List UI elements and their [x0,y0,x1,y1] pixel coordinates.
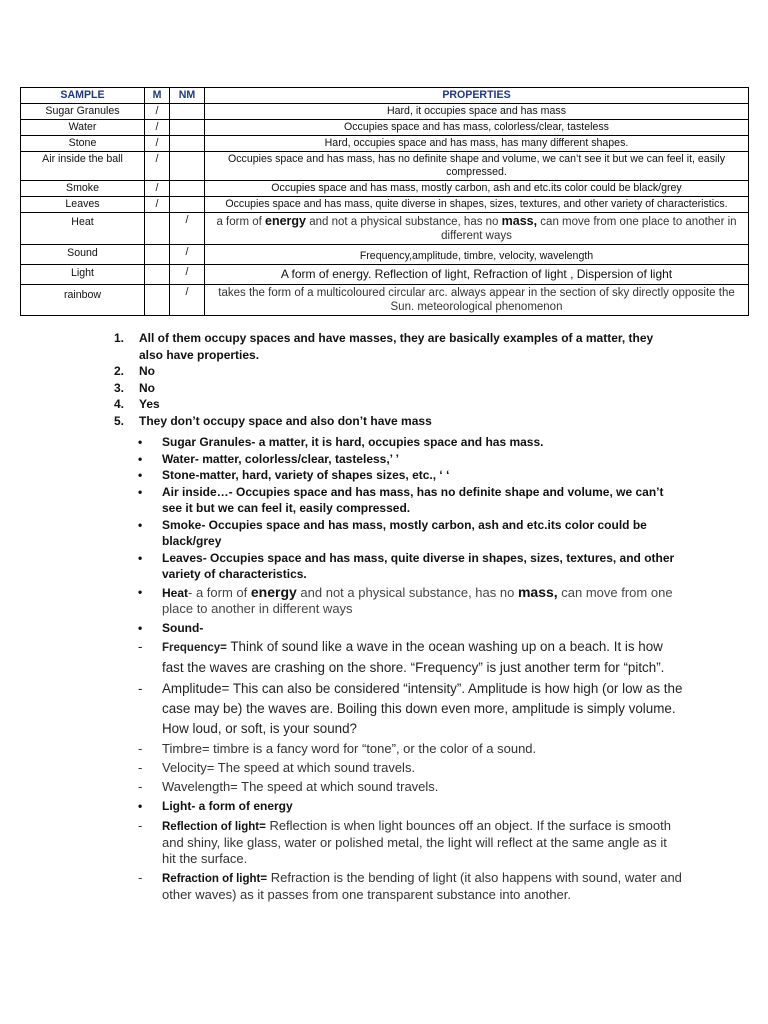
table-row [21,136,749,152]
table-row [21,213,749,245]
nm-cell [170,181,205,197]
bullet-label: Heat [162,585,189,600]
heat-prop-part: and not a physical substance, has no [306,216,502,228]
m-cell: / [145,104,170,120]
table-row [21,285,749,316]
properties-cell: Frequency,amplitude, timbre, velocity, wavelength [205,245,749,265]
properties-cell: Occupies space and has mass, colorless/clear, tasteless [205,120,749,136]
table-row [21,152,749,181]
heat-mass: mass, [517,583,558,600]
nm-cell: / [170,213,205,245]
item-text: No [139,364,155,378]
list-item [114,413,674,430]
table-row [21,265,749,285]
sub-label: Reflection of light= [162,820,266,833]
bullet-icon: • [138,584,143,599]
bullet-item-stone [138,467,683,484]
nm-cell: / [170,265,205,285]
bullet-icon: • [138,451,143,466]
dash-icon: - [138,681,143,696]
bullet-icon: • [138,799,143,813]
bullet-icon: • [138,620,143,635]
bullet-item-sugar [138,434,683,451]
sample-cell: Heat [21,213,145,245]
sub-text: Reflection is when light bounces off an object. If the surface is smooth and shiny, like glass, water or polished metal, the light will reflect at the same angle as it hit the surface. [162,817,671,866]
properties-cell: Occupies space and has mass, quite diverse in shapes, sizes, textures, and other variety of characteristics. [205,197,749,213]
m-cell: / [145,197,170,213]
properties-cell: Occupies space and has mass, has no definite shape and volume, we can’t see it but we can feel it, easily compressed. [205,152,749,181]
sub-item-timbre [138,740,683,758]
m-cell: / [145,120,170,136]
heat-part: and not a physical substance, has no [296,584,518,600]
table-row [21,197,749,213]
m-cell [145,265,170,285]
item-text: No [139,380,155,395]
dash-icon: - [138,760,143,775]
bullet-item-water [138,451,683,468]
sample-cell: Light [21,265,145,285]
sub-text: Think of sound like a wave in the ocean washing up on a beach. It is how fast the waves are crashing on the shore. “Frequency” is just another term for “pitch”. [162,639,665,675]
bullet-list [138,434,683,903]
nm-cell [170,197,205,213]
bullet-item-heat [138,584,683,618]
bullet-icon: • [138,484,143,499]
sub-item-wavelength [138,778,683,796]
list-item [114,380,674,397]
bullet-icon: • [138,468,143,482]
sample-cell: Water [21,120,145,136]
bullet-text: Water- matter, colorless/clear, tasteless,’ ’ [162,451,400,466]
light-sublist [138,818,683,903]
dash-icon: - [138,869,143,885]
bullet-item-leaves [138,550,683,583]
item-number: 5. [114,413,125,428]
sample-cell: Stone [21,136,145,152]
sub-text: Refraction is the bending of light (it also happens with sound, water and other waves) as it passes from one transparent substance into another. [162,869,682,902]
item-number: 1. [114,331,125,345]
nm-cell [170,152,205,181]
bullet-icon: • [138,517,143,532]
nm-cell: / [170,245,205,265]
m-cell: / [145,181,170,197]
heat-prop-mass: mass, [501,214,538,228]
bullet-text: Leaves- Occupies space and has mass, quite diverse in shapes, sizes, textures, and other variety of characteristics. [162,550,675,581]
properties-cell: Occupies space and has mass, mostly carbon, ash and etc.its color could be black/grey [205,181,749,197]
item-number: 3. [114,380,125,395]
dash-icon: - [138,779,143,794]
bullet-icon: • [138,550,143,565]
table-row [21,104,749,120]
properties-cell: A form of energy. Reflection of light, Refraction of light , Dispersion of light [205,265,749,285]
bullet-item-sound [138,620,683,797]
heat-prop-energy: energy [265,214,307,228]
heat-part: - a form of [188,584,251,600]
sub-item-refraction [138,870,683,903]
header-nm: NM [170,88,205,104]
answer-list [114,330,674,429]
dash-icon: - [138,639,143,654]
sub-text: Wavelength= The speed at which sound travels. [162,779,439,794]
sample-cell: Smoke [21,181,145,197]
nm-cell: / [170,285,205,316]
header-m: M [145,88,170,104]
table-row [21,120,749,136]
bullet-icon: • [138,435,143,449]
list-item [114,363,674,380]
heat-prop-part: a form of [216,216,266,228]
sample-cell: Air inside the ball [21,152,145,181]
nm-cell [170,104,205,120]
properties-cell: takes the form of a multicoloured circular arc. always appear in the section of sky directly opposite the Sun. meteorological phenomenon [205,285,749,316]
item-text: They don’t occupy space and also don’t have mass [139,413,432,428]
table-row [21,245,749,265]
sample-cell: Sound [21,245,145,265]
sample-cell: rainbow [21,285,145,316]
nm-cell [170,136,205,152]
sub-item-amplitude [138,679,683,739]
header-properties: PROPERTIES [205,88,749,104]
nm-cell [170,120,205,136]
list-item [114,330,674,363]
bullet-label: Light- a form of energy [162,799,293,813]
bullet-text [162,585,673,617]
sub-label: Frequency= [162,642,227,654]
list-item [114,396,674,413]
properties-cell [205,213,749,245]
header-sample: SAMPLE [21,88,145,104]
bullet-text: Air inside…- Occupies space and has mass, has no definite shape and volume, we can’t see it but we can feel it, easily compressed. [162,484,664,515]
item-text: All of them occupy spaces and have masses, they are basically examples of a matter, they also have properties. [139,331,654,362]
bullet-text: Smoke- Occupies space and has mass, mostly carbon, ash and etc.its color could be black/grey [162,517,647,548]
bullet-label: Sound- [162,620,204,635]
item-text: Yes [139,397,160,411]
m-cell: / [145,152,170,181]
sub-text: Amplitude= This can also be considered “intensity”. Amplitude is how high (or low as the case may be) the waves are. Boiling this down even more, amplitude is simply volume. How loud, or soft, is your sound? [162,681,683,736]
sub-text: Velocity= The speed at which sound travels. [162,760,416,775]
bullet-item-smoke [138,517,683,550]
sample-cell: Sugar Granules [21,104,145,120]
table-row [21,181,749,197]
sub-item-frequency [138,637,683,678]
dash-icon: - [138,741,143,756]
sub-item-reflection [138,818,683,867]
m-cell: / [145,136,170,152]
matter-properties-table [20,87,749,316]
m-cell [145,245,170,265]
heat-energy: energy [250,583,297,600]
sample-cell: Leaves [21,197,145,213]
sound-sublist [138,637,683,796]
sub-item-velocity [138,759,683,777]
bullet-text: Stone-matter, hard, variety of shapes sizes, etc., ‘ ‘ [162,468,450,482]
dash-icon: - [138,817,143,833]
properties-cell: Hard, it occupies space and has mass [205,104,749,120]
item-number: 2. [114,364,125,378]
heat-prop-part: can move from one place to another in different ways [441,216,737,242]
properties-cell: Hard, occupies space and has mass, has many different shapes. [205,136,749,152]
m-cell [145,285,170,316]
table-header-row [21,88,749,104]
bullet-text: Sugar Granules- a matter, it is hard, occupies space and has mass. [162,435,544,449]
bullet-item-light [138,798,683,903]
item-number: 4. [114,397,125,411]
sub-label: Refraction of light= [162,872,268,885]
m-cell [145,213,170,245]
heat-part: can move from one place to another in different ways [162,584,673,616]
sub-text: Timbre= timbre is a fancy word for “tone”, or the color of a sound. [162,741,537,756]
bullet-item-air [138,484,683,517]
